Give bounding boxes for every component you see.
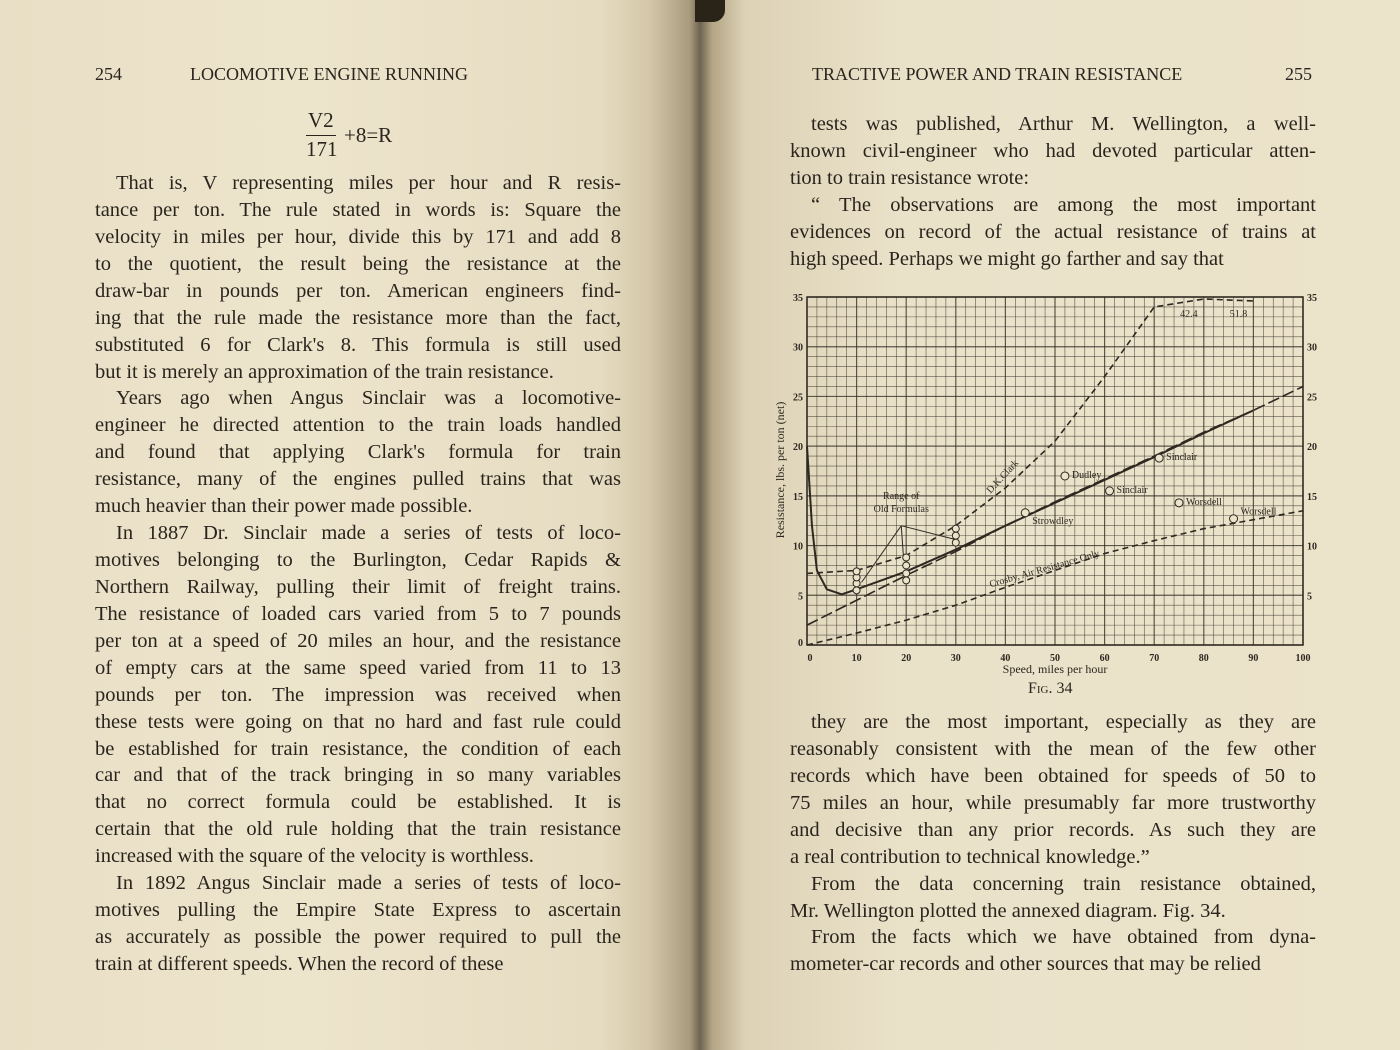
left-page-number: 254 xyxy=(95,64,122,84)
text-line: From the data concerning train resistance obtained, xyxy=(811,872,1316,895)
text-line: tion to train resistance wrote: xyxy=(790,166,1030,189)
observation-point xyxy=(1021,509,1029,517)
range-pointer-line xyxy=(901,526,956,540)
y-tick-label: 0 xyxy=(798,638,803,649)
x-tick-label: 80 xyxy=(1198,653,1209,664)
range-pointer-line xyxy=(862,526,902,583)
annotation-label: 51.8 xyxy=(1229,308,1248,320)
observation-point xyxy=(1061,472,1069,480)
text-line: and found that applying Clark's formula for train xyxy=(95,441,621,464)
old-formula-point xyxy=(853,568,860,575)
text-line: Mr. Wellington plotted the annexed diagram. Fig. 34. xyxy=(790,899,1226,922)
text-line: and decisive than any prior records. As such they are xyxy=(790,818,1316,841)
right-page-number: 255 xyxy=(1285,64,1312,84)
text-line: pounds per ton. The impression was received when xyxy=(95,683,621,706)
y-tick-label-right: 20 xyxy=(1307,442,1317,454)
text-line: certain that the old rule holding that the train resistance xyxy=(95,818,621,841)
old-formula-point xyxy=(903,554,910,561)
old-formula-point xyxy=(903,562,910,569)
x-tick-label: 90 xyxy=(1248,653,1259,664)
x-tick-label: 70 xyxy=(1149,653,1160,664)
y-tick-label: 5 xyxy=(798,591,803,603)
text-line: The resistance of loaded cars varied from 5 to 7 pounds xyxy=(95,602,621,625)
text-line: Northern Railway, pulling their limit of freight trains. xyxy=(95,575,621,598)
old-formula-point xyxy=(952,532,959,539)
text-line: motives pulling the Empire State Express to ascertain xyxy=(95,899,621,922)
x-tick-label: 10 xyxy=(851,653,862,664)
text-line: In 1887 Dr. Sinclair made a series of tests of loco- xyxy=(116,522,621,545)
left-running-head: LOCOMOTIVE ENGINE RUNNING xyxy=(190,64,468,84)
x-tick-label: 100 xyxy=(1295,653,1311,664)
formula-rest: +8=R xyxy=(344,123,393,147)
text-line: substituted 6 for Clark's 8. This formula is still used xyxy=(95,333,621,356)
text-line: tance per ton. The rule stated in words is: Square the xyxy=(95,198,621,221)
x-tick-label: 40 xyxy=(1000,653,1011,664)
annotation-label: Range of xyxy=(883,490,920,502)
y-tick-label: 15 xyxy=(793,491,803,503)
observation-point xyxy=(1230,515,1238,523)
formula-numerator: V2 xyxy=(308,108,334,132)
y-tick-label: 35 xyxy=(793,293,803,304)
text-line: known civil-engineer who had devoted particular atten- xyxy=(790,139,1316,162)
old-formula-point xyxy=(903,577,910,584)
text-line: high speed. Perhaps we might go farther and say that xyxy=(790,247,1224,270)
observation-point xyxy=(1175,499,1183,507)
observation-label: Strowdley xyxy=(1032,515,1074,527)
text-line: as accurately as possible the power required to pull the xyxy=(95,926,621,949)
observation-label: Worsdell xyxy=(1240,506,1277,518)
text-line: that no correct formula could be established. It is xyxy=(95,791,621,814)
text-line: these tests were going on that no hard and fast rule could xyxy=(95,710,621,733)
text-line: be established for train resistance, the condition of each xyxy=(95,737,621,760)
annotation-label: Old Formulas xyxy=(873,503,929,515)
y-tick-label: 10 xyxy=(793,541,803,553)
observation-label: Sinclair xyxy=(1116,484,1148,496)
y-tick-label: 30 xyxy=(793,342,803,354)
observation-label: Dudley xyxy=(1071,469,1102,481)
figure-caption: Fig. 34 xyxy=(1028,680,1073,697)
text-line: 75 miles an hour, while presumably far more trustworthy xyxy=(790,791,1316,814)
observation-point xyxy=(1106,487,1114,495)
x-tick-label: 30 xyxy=(950,653,961,664)
right-running-head: TRACTIVE POWER AND TRAIN RESISTANCE xyxy=(812,64,1183,84)
text-line: reasonably consistent with the mean of the few other xyxy=(790,737,1316,760)
text-line: ing that the rule made the resistance more than the fact, xyxy=(95,306,621,329)
text-line: That is, V representing miles per hour and R resis- xyxy=(116,172,621,194)
text-line: “ The observations are among the most important xyxy=(811,193,1316,216)
text-line: mometer-car records and other sources that may be relied xyxy=(790,953,1261,976)
text-line: Years ago when Angus Sinclair was a locomotive- xyxy=(116,387,621,410)
x-tick-label: 50 xyxy=(1050,653,1060,664)
y-tick-label-right: 10 xyxy=(1307,541,1317,553)
x-axis-label: Speed, miles per hour xyxy=(1002,662,1108,676)
text-line: they are the most important, especially as they are xyxy=(811,711,1316,733)
text-line: evidences on record of the actual resistance of trains at xyxy=(790,220,1316,243)
text-line: resistance, many of the engines pulled trains that was xyxy=(95,468,621,491)
y-tick-label-right: 15 xyxy=(1307,491,1317,503)
text-line: draw-bar in pounds per ton. American engineers find- xyxy=(95,279,621,302)
text-line: From the facts which we have obtained from dyna- xyxy=(811,926,1316,949)
text-line: tests was published, Arthur M. Wellington, a well- xyxy=(811,113,1316,135)
x-tick-label: 20 xyxy=(901,653,912,664)
text-line: engineer he directed attention to the train loads handled xyxy=(95,414,621,437)
text-line: velocity in miles per hour, divide this by 171 and add 8 xyxy=(95,225,621,248)
series-label-crosby: Crosby, Air Resistance Only xyxy=(988,548,1101,591)
old-formula-point xyxy=(952,525,959,532)
text-line: In 1892 Angus Sinclair made a series of tests of loco- xyxy=(116,872,621,895)
text-line: of empty cars at the same speed varied from 11 to 13 xyxy=(95,656,621,679)
y-tick-label-right: 30 xyxy=(1307,342,1317,354)
y-tick-label-right: 35 xyxy=(1307,293,1317,304)
x-tick-label: 0 xyxy=(807,653,813,664)
observation-label: Worsdell xyxy=(1186,496,1222,508)
annotation-label: 42.4 xyxy=(1180,308,1198,320)
y-tick-label-right: 25 xyxy=(1307,392,1317,404)
old-formula-point xyxy=(903,570,910,577)
text-line: much heavier than their power made possible. xyxy=(95,495,473,518)
formula-denominator: 171 xyxy=(306,137,338,161)
y-tick-label: 25 xyxy=(793,392,803,404)
text-line: increased with the square of the velocity is worthless. xyxy=(95,845,534,868)
text-line: a real contribution to technical knowledge.” xyxy=(790,845,1150,868)
text-line: but it is merely an approximation of the train resistance. xyxy=(95,360,554,383)
x-tick-label: 60 xyxy=(1099,653,1110,664)
observation-label: Sinclair xyxy=(1166,452,1198,464)
text-line: records which have been obtained for speeds of 50 to xyxy=(790,764,1316,787)
y-axis-label: Resistance, lbs. per ton (net) xyxy=(773,401,787,539)
text-line: car and that of the track bringing in so many variables xyxy=(95,764,621,787)
text-line: to the quotient, the result being the resistance at the xyxy=(95,252,621,275)
old-formula-point xyxy=(952,539,959,546)
old-formula-point xyxy=(853,587,860,594)
observation-point xyxy=(1155,454,1163,462)
y-tick-label: 20 xyxy=(793,442,803,454)
text-line: train at different speeds. When the record of these xyxy=(95,952,504,975)
text-line: motives belonging to the Burlington, Cedar Rapids & xyxy=(95,549,621,572)
y-tick-label-right: 5 xyxy=(1307,591,1312,603)
series-label-clark: D.K.Clark xyxy=(984,457,1022,496)
text-line: per ton at a speed of 20 miles an hour, and the resistance xyxy=(95,629,621,652)
